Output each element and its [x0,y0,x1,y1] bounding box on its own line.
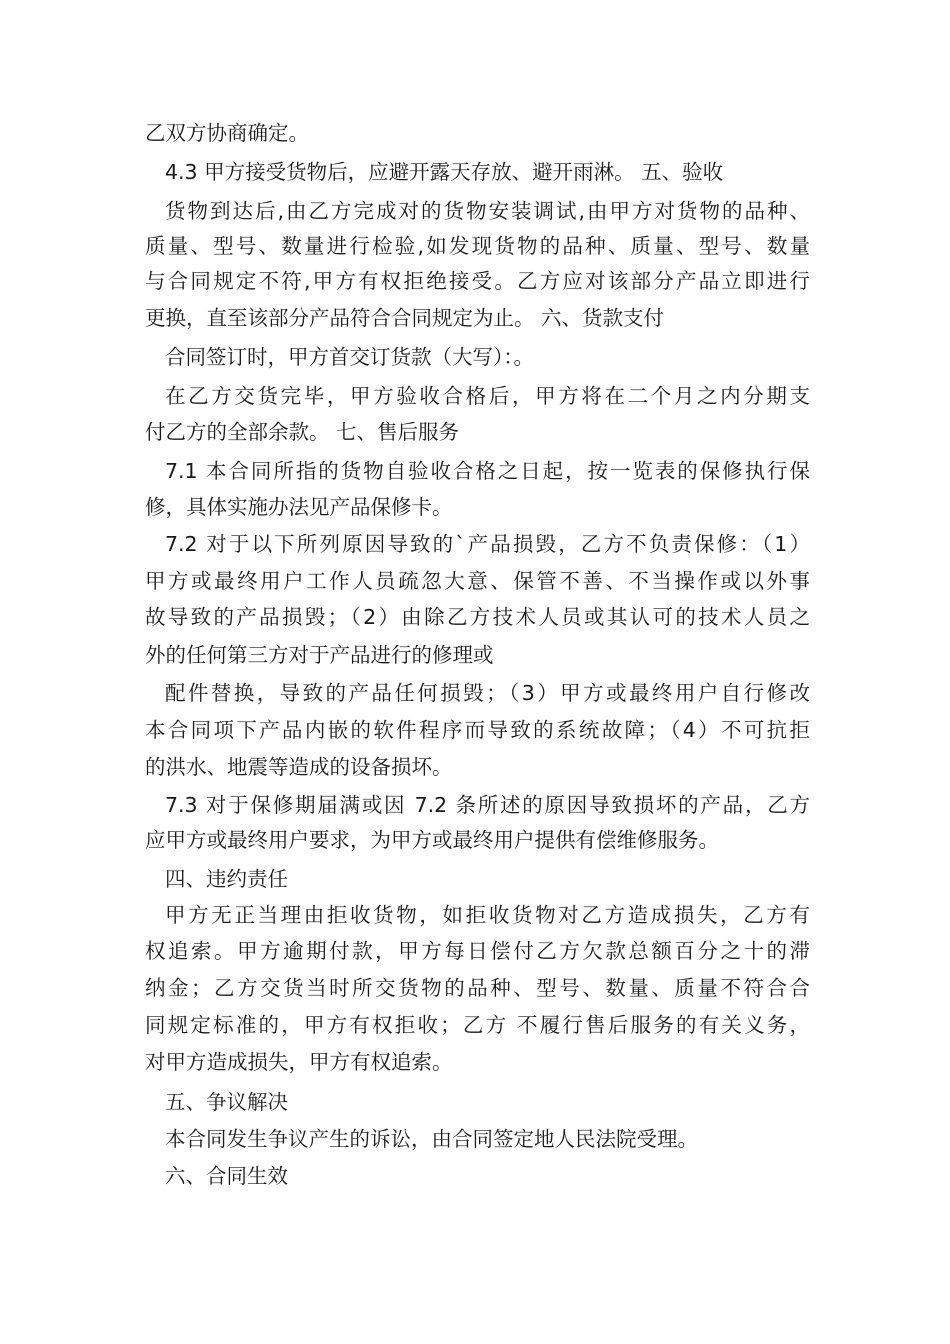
text-line: 甲方或最终用户工作人员疏忽大意、保管不善、不当操作或以外事 [145,569,810,593]
text-line: 4.3 甲方接受货物后，应避开露天存放、避开雨淋。 五、验收 [165,160,724,184]
text-line: 在乙方交货完毕，甲方验收合格后，甲方将在二个月之内分期支 [165,384,810,408]
text-line: 更换，直至该部分产品符合合同规定为止。 六、货款支付 [145,306,665,330]
text-line: 权追索。甲方逾期付款，甲方每日偿付乙方欠款总额百分之十的滞 [145,939,810,963]
text-line: 配件替换，导致的产品任何损毁；（3）甲方或最终用户自行修改 [165,681,810,705]
text-line: 质量、型号、数量进行检验,如发现货物的品种、质量、型号、数量 [145,234,810,258]
text-line: 本合同项下产品内嵌的软件程序而导致的系统故障；（4）不可抗拒 [145,718,810,742]
text-line: 同规定标准的，甲方有权拒收；乙方 不履行售后服务的有关义务， [145,1013,810,1037]
text-line: 7.3 对于保修期届满或因 7.2 条所述的原因导致损坏的产品，乙方 [165,793,810,817]
text-line: 甲方无正当理由拒收货物，如拒收货物对乙方造成损失，乙方有 [165,903,810,927]
text-line: 本合同发生争议产生的诉讼，由合同签定地人民法院受理。 [165,1127,698,1151]
section-heading: 六、合同生效 [165,1164,288,1188]
text-line: 的洪水、地震等造成的设备损坏。 [145,755,453,779]
text-line: 与合同规定不符,甲方有权拒绝接受。乙方应对该部分产品立即进行 [145,269,810,293]
section-heading: 四、违约责任 [165,867,288,891]
text-line: 合同签订时，甲方首交订货款（大写）：。 [165,345,534,369]
text-line: 7.1 本合同所指的货物自验收合格之日起，按一览表的保修执行保 [165,459,810,483]
text-line: 对甲方造成损失，甲方有权追索。 [145,1050,453,1074]
text-line: 故导致的产品损毁；（2）由除乙方技术人员或其认可的技术人员之 [145,605,810,629]
text-line: 货物到达后,由乙方完成对的货物安装调试,由甲方对货物的品种、 [165,199,810,223]
text-line: 7.2 对于以下所列原因导致的`产品损毁，乙方不负责保修：（1） [165,532,810,556]
text-line: 应甲方或最终用户要求，为甲方或最终用户提供有偿维修服务。 [145,828,719,852]
text-line: 付乙方的全部余款。 七、售后服务 [145,420,460,444]
text-line: 乙双方协商确定。 [145,121,309,145]
text-line: 纳金；乙方交货当时所交货物的品种、型号、数量、质量不符合合 [145,976,810,1000]
section-heading: 五、争议解决 [165,1090,288,1114]
text-line: 外的任何第三方对于产品进行的修理或 [145,643,494,667]
text-line: 修，具体实施办法见产品保修卡。 [145,495,453,519]
